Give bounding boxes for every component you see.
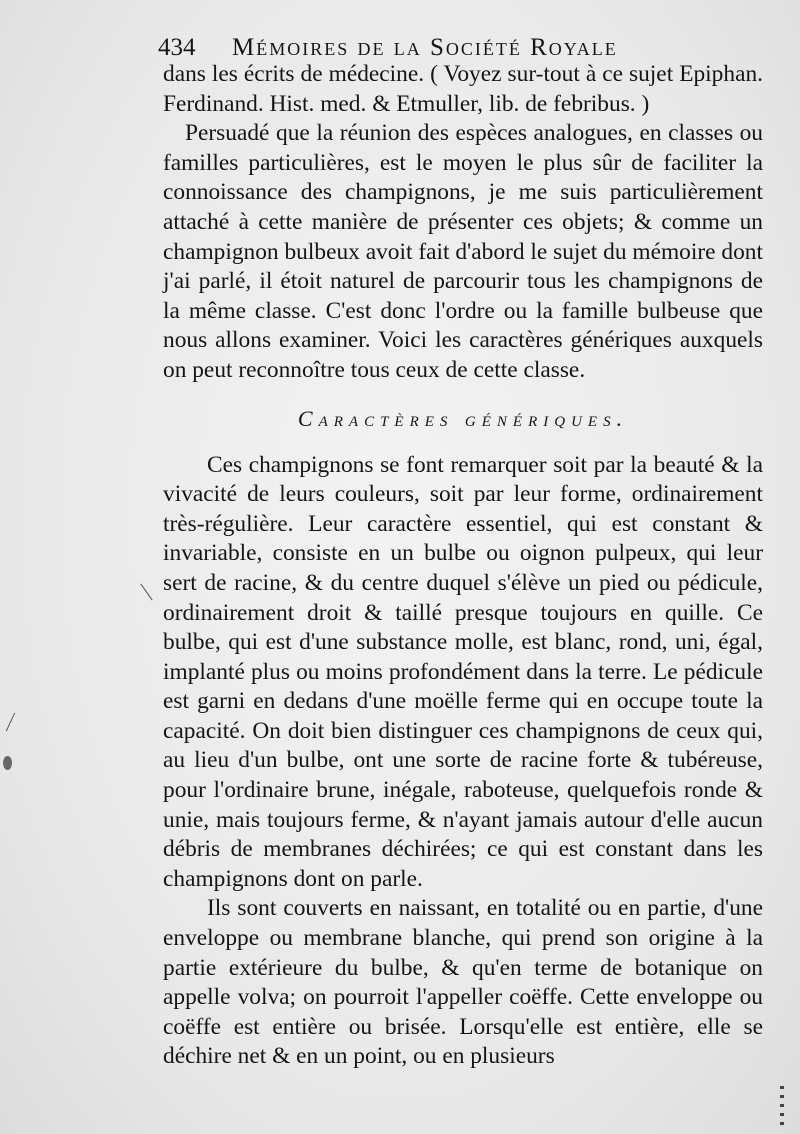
page-number: 434: [158, 34, 196, 61]
page-body: [163, 60, 763, 1072]
paragraph-persuade: Persuadé que la réunion des espèces analogues, en classes ou familles particulières, est le moyen le plus sûr de faciliter la connoissance des champignons, je me suis particulièrement attaché à cette manière de présenter ces objets; & comme un champignon bulbeux avoit fait d'abord le sujet du mémoire dont j'ai parlé, il étoit naturel de parcourir tous les champignons de la même classe. C'est donc l'ordre ou la famille bulbeuse que nous allons examiner. Voici les caractères génériques auxquels on peut reconnoître tous ceux de cette classe.: [163, 120, 763, 383]
margin-tick: [6, 713, 15, 732]
margin-stain: [3, 756, 12, 770]
paragraph-continuation: dans les écrits de médecine. ( Voyez sur-tout à ce sujet Epiphan. Ferdinand. Hist. med. & Etmuller, lib. de febribus. ): [163, 61, 763, 117]
paragraph-enveloppe: Ils sont couverts en naissant, en totalité ou en partie, d'une enveloppe ou membrane blanche, qui prend son origine à la partie extérieure du bulbe, & qu'en terme de botanique on appelle volva; on pourroit l'appeller coëffe. Cette enveloppe ou coëffe est entière ou brisée. Lorsqu'elle est entière, elle se déchire net & en un point, ou en plusieurs: [163, 895, 763, 1070]
running-title: Mémoires de la Société Royale: [232, 34, 618, 61]
corner-dots: [780, 1086, 784, 1126]
section-heading: Caractères génériques.: [297, 405, 629, 431]
margin-tick: [140, 584, 152, 601]
paragraph-champignons: Ces champignons se font remarquer soit par la beauté & la vivacité de leurs couleurs, soit par leur forme, ordinairement très-régulière. Leur caractère essentiel, qui est constant & invariable, consiste en un bulbe ou oignon pulpeux, qui leur sert de racine, & du centre duquel s'élève un pied ou pédicule, ordinairement droit & taillé presque toujours en quille. Ce bulbe, qui est d'une substance molle, est blanc, rond, uni, égal, implanté plus ou moins profondément dans la terre. Le pédicule est garni en dedans d'une moëlle ferme qui en occupe toute la capacité. On doit bien distinguer ces champignons de ceux qui, au lieu d'un bulbe, ont une sorte de racine forte & tubéreuse, pour l'ordinaire brune, inégale, raboteuse, quelquefois ronde & unie, mais toujours ferme, & n'ayant jamais autour d'elle aucun débris de membranes déchirées; ce qui est constant dans les champignons dont on parle.: [163, 451, 763, 892]
